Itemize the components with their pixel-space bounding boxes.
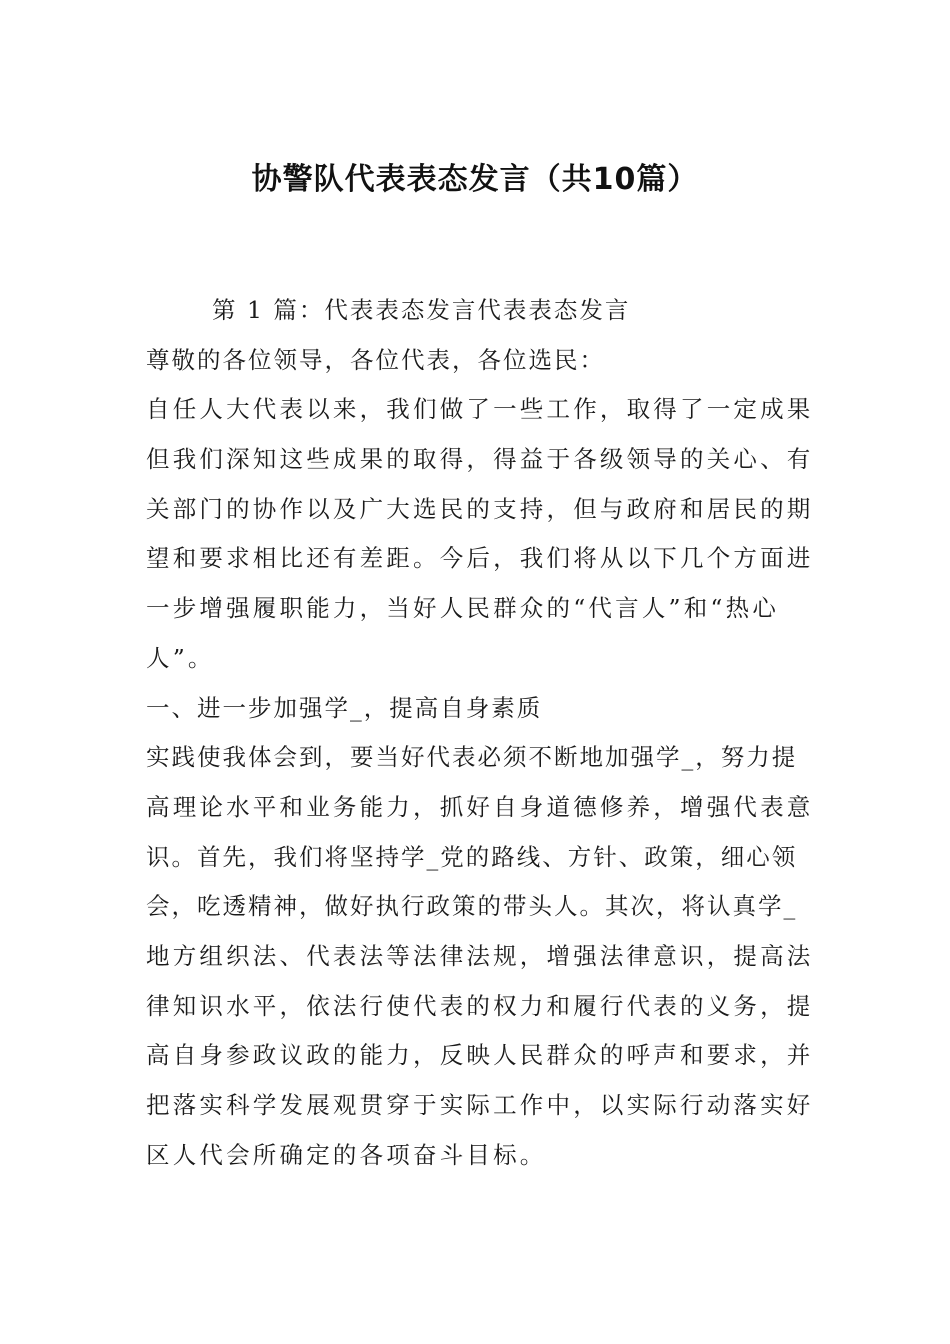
document-body <box>146 286 816 1180</box>
paragraph-line: 实践使我体会到，要当好代表必须不断地加强学_，努力提 <box>146 743 798 772</box>
subsection-heading: 一、进一步加强学_，提高自身素质 <box>146 693 543 722</box>
document-title: 协警队代表表态发言（共10篇） <box>251 162 699 197</box>
paragraph-line: 人”。 <box>146 643 215 672</box>
paragraph-line: 望和要求相比还有差距。今后，我们将从以下几个方面进 <box>146 544 814 573</box>
paragraph-line: 关部门的协作以及广大选民的支持，但与政府和居民的期 <box>146 494 814 523</box>
salutation: 尊敬的各位领导，各位代表，各位选民： <box>146 345 605 374</box>
paragraph-line: 高理论水平和业务能力，抓好自身道德修养，增强代表意 <box>146 792 814 821</box>
paragraph-line: 把落实科学发展观贯穿于实际工作中，以实际行动落实好 <box>146 1091 814 1119</box>
paragraph-line: 律知识水平，依法行使代表的权力和履行代表的义务，提 <box>146 991 814 1020</box>
paragraph-line: 高自身参政议政的能力，反映人民群众的呼声和要求，并 <box>146 1041 814 1070</box>
section-heading: 第 1 篇：代表表态发言代表表态发言 <box>212 296 631 324</box>
paragraph-line: 区人代会所确定的各项奋斗目标。 <box>146 1140 547 1169</box>
paragraph-line: 自任人大代表以来，我们做了一些工作，取得了一定成果 <box>146 395 814 424</box>
paragraph-line: 会，吃透精神，做好执行政策的带头人。其次，将认真学_ <box>146 892 798 921</box>
paragraph-line: 一步增强履职能力，当好人民群众的“代言人”和“热心 <box>146 594 780 623</box>
paragraph-line: 但我们深知这些成果的取得，得益于各级领导的关心、有 <box>146 445 814 474</box>
paragraph-line: 地方组织法、代表法等法律法规，增强法律意识，提高法 <box>146 941 814 970</box>
paragraph-line: 识。首先，我们将坚持学_党的路线、方针、政策，细心领 <box>146 842 798 871</box>
